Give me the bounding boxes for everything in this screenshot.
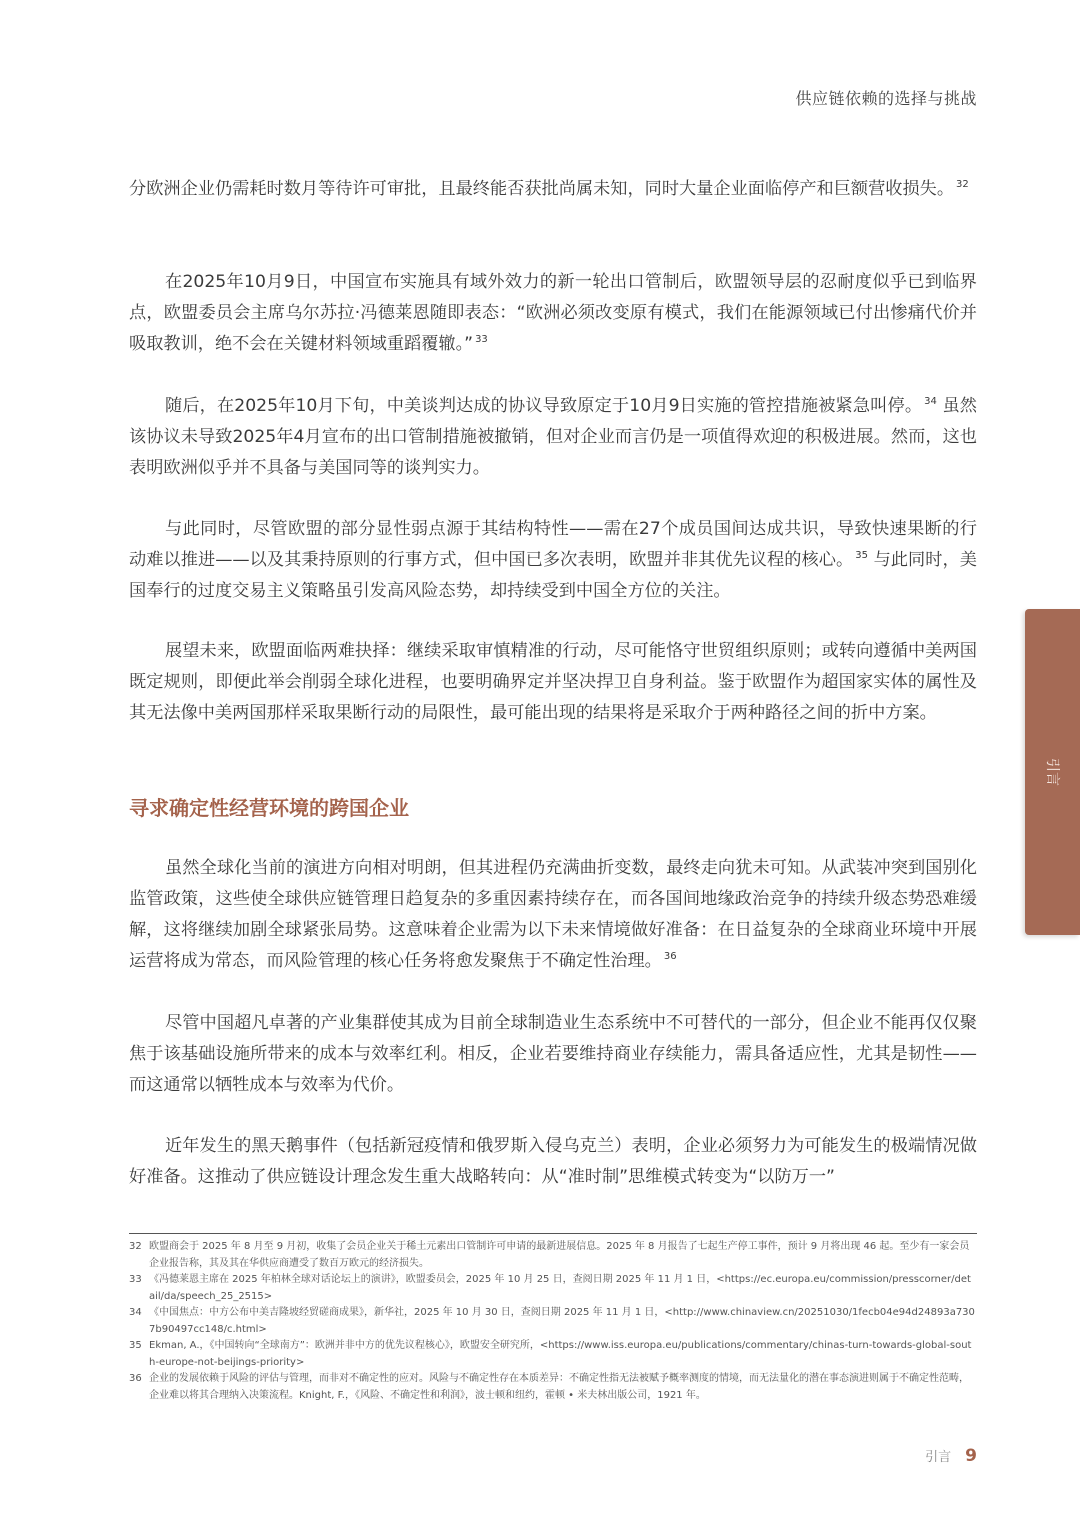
footnote-ref-36[interactable]: 36 [663,951,677,963]
footnote-32 [129,1239,977,1272]
footnote-text: 《中国焦点：中方公布中美吉隆坡经贸磋商成果》，新华社，2025 年 10 月 30 日，查阅日期 2025 年 11 月 1 日，<http://www.chinaview.cn/20251030/1fecb04e94d24893a7307b90497cc148/c.html> [149,1307,975,1335]
footnote-text: 《冯德莱恩主席在 2025 年柏林全球对话论坛上的演讲》，欧盟委员会，2025 年 10 月 25 日，查阅日期 2025 年 11 月 1 日，<https://ec.europa.eu/commission/presscorner/detail/da/speech_25_2515> [149,1274,971,1302]
paragraph-3: 随后，在2025年10月下旬，中美谈判达成的协议导致原定于10月9日实施的管控措施被紧急叫停。 $^{34}$ 虽然该协议未导致2025年4月宣布的出口管制措施被撤销，但对企业而言仍是一项值得欢迎的积极进展。然而，这也表明欧洲似乎并不具备与美国同等的谈判实力。 [129,396,977,478]
footnote-34 [129,1305,977,1338]
paragraph-1: 分欧洲企业仍需耗时数月等待许可审批，且最终能否获批尚属未知，同时大量企业面临停产和巨额营收损失。 $^{32}$ [129,179,969,199]
page-footer [925,1446,977,1466]
footnote-text: Ekman, A.，《中国转向“全球南方”：欧洲并非中方的优先议程核心》，欧盟安全研究所，<https://www.iss.europa.eu/publications/commentary/chinas-turn-towards-global-south-europe-not-beijings-priority> [149,1340,972,1368]
footnote-35 [129,1338,977,1371]
section-paragraph-3: 近年发生的黑天鹅事件（包括新冠疫情和俄罗斯入侵乌克兰）表明，企业必须努力为可能发生的极端情况做好准备。这推动了供应链设计理念发生重大战略转向：从“准时制”思维模式转变为“以防万一” [129,1136,977,1187]
paragraph-2: 在2025年10月9日，中国宣布实施具有域外效力的新一轮出口管制后，欧盟领导层的忍耐度似乎已到临界点，欧盟委员会主席乌尔苏拉·冯德莱恩随即表态：“欧洲必须改变原有模式，我们在能源领域已付出惨痛代价并吸取教训，绝不会在关键材料领域重蹈覆辙。” $^{33}$ [129,272,977,354]
side-tab-label: 引言 [1043,758,1060,786]
paragraph-5: 展望未来，欧盟面临两难抉择：继续采取审慎精准的行动，尽可能恪守世贸组织原则；或转向遵循中美两国既定规则，即便此举会削弱全球化进程，也要明确界定并坚决捍卫自身利益。鉴于欧盟作为超国家实体的属性及其无法像中美两国那样采取果断行动的局限性，最可能出现的结果将是采取介于两种路径之间的折中方案。 [129,641,977,723]
footnote-ref-33[interactable]: 33 [475,334,488,346]
running-header: 供应链依赖的选择与挑战 [795,89,977,108]
footnote-36 [129,1371,977,1404]
footnote-ref-34[interactable]: 34 [924,396,937,408]
footnote-ref-32[interactable]: 32 [956,179,969,191]
footnote-text: 欧盟商会于 2025 年 8 月至 9 月初，收集了会员企业关于稀土元素出口管制许可申请的最新进展信息。2025 年 8 月报告了七起生产停工事件，预计 9 月将出现 46 起。至少有一家会员企业报告称，其及其在华供应商遭受了数百万欧元的经济损失。 [149,1241,970,1269]
footnote-33 [129,1272,977,1305]
footnote-number: 36 [129,1373,142,1384]
footnote-number: 32 [129,1241,142,1252]
footnotes-list [129,1239,977,1404]
footnote-ref-35[interactable]: 35 [855,550,869,562]
page-number: 9 [965,1446,977,1466]
footnote-number: 35 [129,1340,142,1351]
footnote-number: 34 [129,1307,142,1318]
footnote-number: 33 [129,1274,142,1285]
chapter-side-tab[interactable] [1025,609,1080,935]
paragraph-4: 与此同时，尽管欧盟的部分显性弱点源于其结构特性——需在27个成员国间达成共识，导致快速果断的行动难以推进——以及其秉持原则的行事方式，但中国已多次表明，欧盟并非其优先议程的核心。 $^{35}$ 与此同时，美国奉行的过度交易主义策略虽引发高风险态势，却持续受到中国全方位的关注。 [129,519,977,601]
footer-section-name: 引言 [925,1450,952,1465]
section-heading: 寻求确定性经营环境的跨国企业 [129,796,409,820]
footnote-text: 企业的发展依赖于风险的评估与管理，而非对不确定性的应对。风险与不确定性存在本质差异：不确定性指无法被赋予概率测度的情境，而无法量化的潜在事态演进则属于不确定性范畴，企业难以将其合理纳入决策流程。Knight, F.，《风险、不确定性和利润》，波士顿和纽约，霍顿 • 米夫林出版公司，1921 年。 [149,1373,969,1401]
section-paragraph-2: 尽管中国超凡卓著的产业集群使其成为目前全球制造业生态系统中不可替代的一部分，但企业不能再仅仅聚焦于该基础设施所带来的成本与效率红利。相反，企业若要维持商业存续能力，需具备适应性，尤其是韧性——而这通常以牺牲成本与效率为代价。 [129,1013,977,1095]
section-paragraph-1: 虽然全球化当前的演进方向相对明朗，但其进程仍充满曲折变数，最终走向犹未可知。从武装冲突到国别化监管政策，这些使全球供应链管理日趋复杂的多重因素持续存在，而各国间地缘政治竞争的持续升级态势恐难缓解，这将继续加剧全球紧张局势。这意味着企业需为以下未来情境做好准备：在日益复杂的全球商业环境中开展运营将成为常态，而风险管理的核心任务将愈发聚焦于不确定性治理。 $^{36}$ [129,858,977,971]
footnote-divider [129,1233,977,1234]
